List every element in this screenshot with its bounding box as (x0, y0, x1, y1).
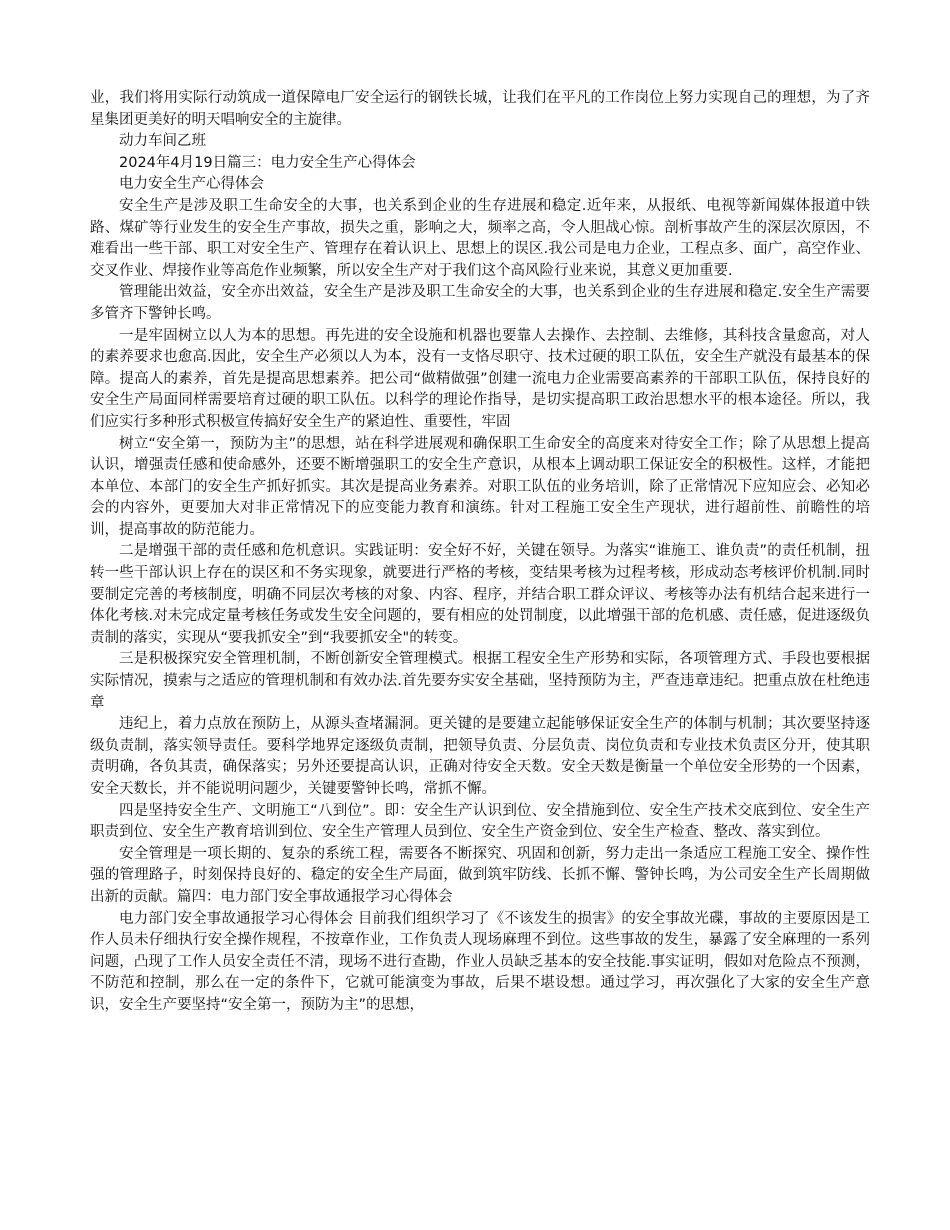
section-title: 电力安全生产心得体会 (119, 176, 264, 193)
paragraph: 安全管理是一项长期的、复杂的系统工程，需要各不断探究、巩固和创新，努力走出一条适应工程施工安全、操作性强的管理路子，时刻保持良好的、稳定的安全生产局面，做到筑牢防线、长抓不懈、警钟长鸣，为公司安全生产长周期做出新的贡献。篇四：电力部门安全事故通报学习心得体会 (90, 845, 870, 905)
paragraph: 四是坚持安全生产、文明施工“八到位”。即：安全生产认识到位、安全措施到位、安全生产技术交底到位、安全生产职责到位、安全生产教育培训到位、安全生产管理人员到位、安全生产资金到位、安全生产检查、整改、落实到位。 (90, 802, 870, 841)
author-line: 动力车间乙班 (119, 133, 206, 150)
document-body (90, 88, 870, 1017)
paragraph: 一是牢固树立以人为本的思想。再先进的安全设施和机器也要靠人去操作、去控制、去维修，其科技含量愈高，对人的素养要求也愈高.因此，安全生产必须以人为本，没有一支恪尽职守、技术过硬的职工队伍，安全生产就没有最基本的保障。提高人的素养，首先是提高思想素养。把公司“做精做强”创建一流电力企业需要高素养的干部职工队伍，保持良好的安全生产局面同样需要培育过硬的职工队伍。以科学的理论作指导，是切实提高职工政治思想水平的根本途径。所以，我们应实行多种形式积极宣传搞好安全生产的紧迫性、重要性，牢固 (90, 327, 870, 430)
date-section-heading: 2024年4月19日篇三：电力安全生产心得体会 (119, 154, 416, 171)
paragraph: 二是增强干部的责任感和危机意识。实践证明：安全好不好，关键在领导。为落实“谁施工、谁负责”的责任机制，扭转一些干部认识上存在的误区和不务实现象，就要进行严格的考核，变结果考核为过程考核，形成动态考核评价机制.同时要制定完善的考核制度，明确不同层次考核的对象、内容、程序，并结合职工群众评议、考核等办法有机结合起来进行一体化考核.对未完成定量考核任务或发生安全问题的，要有相应的处罚制度，以此增强干部的危机感、责任感，促进逐级负责制的落实，实现从“要我抓安全”到“我要抓安全"的转变。 (90, 543, 870, 646)
paragraph: 业，我们将用实际行动筑成一道保障电厂安全运行的钢铁长城，让我们在平凡的工作岗位上努力实现自己的理想，为了齐星集团更美好的明天唱响安全的主旋律。 (90, 90, 870, 128)
paragraph: 违纪上，着力点放在预防上，从源头查堵漏洞。更关键的是要建立起能够保证安全生产的体制与机制；其次要坚持逐级负责制，落实领导责任。要科学地界定逐级负责制，把领导负责、分层负责、岗位负责和专业技术负责区分开，使其职责明确，各负其责，确保落实；另外还要提高认识，正确对待安全天数。安全天数是衡量一个单位安全形势的一个因素，安全天数长，并不能说明问题少，关键要警钟长鸣，常抓不懈。 (90, 716, 870, 797)
paragraph: 管理能出效益，安全亦出效益，安全生产是涉及职工生命安全的大事，也关系到企业的生存进展和稳定.安全生产需要多管齐下警钟长鸣。 (90, 284, 870, 322)
paragraph: 树立“安全第一，预防为主”的思想，站在科学进展观和确保职工生命安全的高度来对待安全工作；除了从思想上提高认识，增强责任感和使命感外，还要不断增强职工的安全生产意识，从根本上调动职工保证安全的积极性。这样，才能把本单位、本部门的安全生产抓好抓实。其次是提高业务素养。对职工队伍的业务培训，除了正常情况下应知应会、必知必会的内容外，更要加大对非正常情况下的应变能力教育和演练。针对工程施工安全生产现状，进行超前性、前瞻性的培训，提高事故的防范能力。 (90, 435, 870, 538)
paragraph: 安全生产是涉及职工生命安全的大事，也关系到企业的生存进展和稳定.近年来，从报纸、电视等新闻媒体报道中铁路、煤矿等行业发生的安全生产事故，损失之重，影响之大，频率之高，令人胆战心惊。剖析事故产生的深层次原因，不难看出一些干部、职工对安全生产、管理存在着认识上、思想上的误区.我公司是电力企业，工程点多、面广，高空作业、交叉作业、焊接作业等高危作业频繁，所以安全生产对于我们这个高风险行业来说，其意义更加重要. (90, 197, 870, 279)
paragraph: 三是积极探究安全管理机制，不断创新安全管理模式。根据工程安全生产形势和实际，各项管理方式、手段也要根据实际情况，摸索与之适应的管理机制和有效办法.首先要夯实安全基础，坚持预防为主，严查违章违纪。把重点放在杜绝违章 (90, 651, 870, 711)
paragraph: 电力部门安全事故通报学习心得体会 目前我们组织学习了《不该发生的损害》的安全事故光碟，事故的主要原因是工作人员未仔细执行安全操作规程，不按章作业，工作负责人现场麻理不到位。这些事故的发生，暴露了安全麻理的一系列问题，凸现了工作人员安全责任不清，现场不进行查勘，作业人员缺乏基本的安全技能.事实证明，假如对危险点不预测，不防范和控制，那么在一定的条件下，它就可能演变为事故，后果不堪设想。通过学习，再次强化了大家的安全生产意识，安全生产要坚持“安全第一，预防为主”的思想， (90, 910, 870, 1013)
